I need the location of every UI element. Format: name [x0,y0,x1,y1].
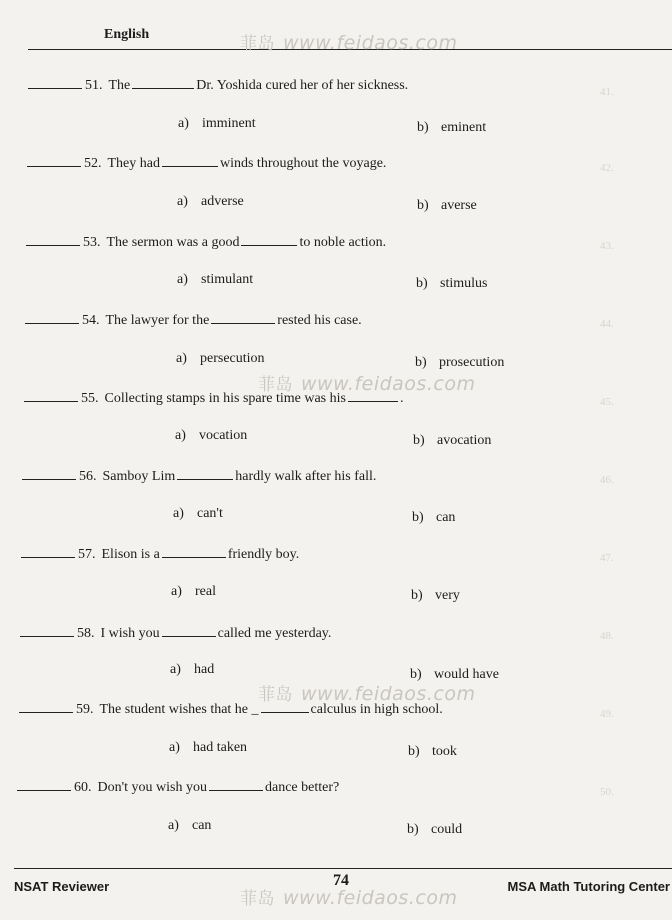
option-a[interactable]: a) had [170,662,215,677]
stem-blank [241,233,297,246]
answer-blank[interactable] [24,389,78,402]
question-text-end: called me yesterday. [217,626,332,641]
option-b[interactable]: b) averse [417,198,477,213]
answer-blank[interactable] [21,545,75,558]
question-text-end: winds throughout the voyage. [219,156,387,171]
stem-blank [261,700,309,713]
question-51 [28,76,408,94]
question-52 [27,154,386,172]
question-text-start: The student wishes that he _ [99,702,259,717]
question-number: 52. [84,156,102,171]
question-text-end: calculus in high school. [310,702,443,717]
question-number: 51. [85,78,103,93]
question-text-start: Collecting stamps in his spare time was his [104,391,346,406]
option-a[interactable]: a) vocation [175,428,248,443]
bleed-through-text: 49. [600,708,614,720]
section-title: English [104,27,150,42]
bleed-through-text: 43. [600,240,614,252]
answer-blank[interactable] [26,233,80,246]
bleed-through-text: 41. [600,86,614,98]
answer-blank[interactable] [22,467,76,480]
option-b[interactable]: b) stimulus [416,276,488,291]
question-text-end: dance better? [264,780,340,795]
watermark: 菲岛 www.feidaos.com [258,373,476,395]
option-b[interactable]: b) very [411,588,460,603]
footer-book-title: NSAT Reviewer [14,879,110,894]
question-number: 55. [81,391,99,406]
question-number: 60. [74,780,92,795]
option-b[interactable]: b) eminent [417,120,487,135]
question-text-start: Elison is a [101,547,160,562]
option-a[interactable]: a) can't [173,506,223,521]
question-55 [24,389,403,407]
option-a[interactable]: a) stimulant [177,272,254,287]
question-text-end: Dr. Yoshida cured her of her sickness. [196,78,409,93]
option-a[interactable]: a) imminent [178,116,256,131]
option-a[interactable]: a) had taken [169,740,248,755]
bleed-through-text: 50. [600,786,614,798]
question-53 [26,233,386,251]
stem-blank [132,76,194,89]
option-b[interactable]: b) took [408,744,457,759]
bleed-through-text: 45. [600,396,614,408]
answer-blank[interactable] [28,76,82,89]
watermark: 菲岛 www.feidaos.com [240,32,458,54]
question-57 [21,545,299,563]
stem-blank [209,778,263,791]
stem-blank [177,467,233,480]
stem-blank [162,545,226,558]
bleed-through-text: 48. [600,630,614,642]
option-b[interactable]: b) would have [410,667,499,682]
footer-publisher: MSA Math Tutoring Center [507,879,670,894]
question-number: 53. [83,235,101,250]
option-b[interactable]: b) prosecution [415,355,505,370]
watermark: 菲岛 www.feidaos.com [240,887,458,909]
question-text-end: rested his case. [277,313,362,328]
question-text-end: friendly boy. [227,547,300,562]
question-60 [17,778,339,796]
question-number: 54. [82,313,100,328]
option-a[interactable]: a) persecution [176,351,265,366]
question-text-end: . [399,391,404,406]
question-text-start: Don't you wish you [97,780,207,795]
option-b[interactable]: b) avocation [413,433,492,448]
question-text-start: I wish you [100,626,160,641]
bleed-through-text: 42. [600,162,614,174]
answer-blank[interactable] [25,311,79,324]
question-text-end: hardly walk after his fall. [235,469,377,484]
watermark: 菲岛 www.feidaos.com [258,683,476,705]
question-56 [22,467,376,485]
question-text-end: to noble action. [299,235,387,250]
question-59 [19,700,443,718]
answer-blank[interactable] [20,624,74,637]
question-text-start: The lawyer for the [105,313,210,328]
bleed-through-text: 46. [600,474,614,486]
question-text-start: The [108,78,131,93]
answer-blank[interactable] [27,154,81,167]
answer-blank[interactable] [19,700,73,713]
option-a[interactable]: a) real [171,584,216,599]
stem-blank [348,389,398,402]
question-number: 58. [77,626,95,641]
bleed-through-text: 44. [600,318,614,330]
question-number: 59. [76,702,94,717]
bleed-through-text: 47. [600,552,614,564]
question-number: 57. [78,547,96,562]
stem-blank [162,624,216,637]
question-54 [25,311,362,329]
page-number: 74 [333,872,349,889]
answer-blank[interactable] [17,778,71,791]
option-a[interactable]: a) adverse [177,194,244,209]
question-text-start: Samboy Lim [102,469,176,484]
option-b[interactable]: b) could [407,822,463,837]
option-b[interactable]: b) can [412,510,456,525]
stem-blank [162,154,218,167]
question-number: 56. [79,469,97,484]
option-a[interactable]: a) can [168,818,212,833]
stem-blank [211,311,275,324]
question-58 [20,624,331,642]
question-text-start: The sermon was a good [106,235,240,250]
footer-rule [14,868,672,869]
question-text-start: They had [107,156,160,171]
